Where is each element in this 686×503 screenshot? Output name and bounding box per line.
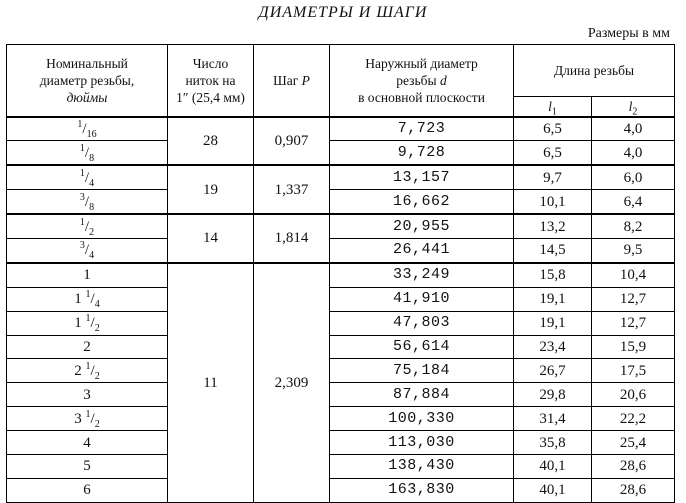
length-l2-cell: 15,9 [592, 335, 675, 359]
table-row [7, 454, 675, 478]
nominal-diameter-cell: 2 $^1/_2$ [7, 359, 168, 383]
header-pitch: Шаг P [254, 45, 330, 117]
length-l1-cell: 23,4 [514, 335, 592, 359]
table-row [7, 407, 675, 431]
outer-diameter-cell: 113,030 [330, 431, 514, 455]
length-l2-cell: 10,4 [592, 263, 675, 287]
outer-diameter-cell: 47,803 [330, 311, 514, 335]
outer-diameter-cell: 75,184 [330, 359, 514, 383]
length-l2-cell: 9,5 [592, 238, 675, 262]
length-l2-cell: 25,4 [592, 431, 675, 455]
nominal-diameter-cell: 1 [7, 263, 168, 287]
outer-diameter-cell: 87,884 [330, 383, 514, 407]
length-l2-cell: 28,6 [592, 454, 675, 478]
units-note: Размеры в мм [587, 26, 670, 41]
length-l2-cell: 12,7 [592, 287, 675, 311]
threads-per-inch-cell: 14 [168, 214, 254, 263]
length-l1-cell: 10,1 [514, 190, 592, 214]
length-l2-cell: 22,2 [592, 407, 675, 431]
nominal-diameter-cell: $^1/_2$ [7, 214, 168, 238]
length-l2-cell: 20,6 [592, 383, 675, 407]
header-l1: $l_1$ [514, 97, 592, 117]
nominal-diameter-cell: $^3/_8$ [7, 190, 168, 214]
outer-diameter-cell: 7,723 [330, 117, 514, 141]
nominal-diameter-cell: 2 [7, 335, 168, 359]
nominal-diameter-cell: 3 [7, 383, 168, 407]
length-l1-cell: 29,8 [514, 383, 592, 407]
pitch-cell: 1,337 [254, 165, 330, 214]
pitch-cell: 0,907 [254, 117, 330, 166]
length-l1-cell: 26,7 [514, 359, 592, 383]
table-row [7, 383, 675, 407]
table-row [7, 165, 675, 189]
table-row [7, 335, 675, 359]
outer-diameter-cell: 16,662 [330, 190, 514, 214]
table-row [7, 359, 675, 383]
header-outer-diameter: Наружный диаметр резьбы d в основной плоскости [330, 45, 514, 117]
nominal-diameter-cell: $^1/_8$ [7, 141, 168, 165]
table-title: ДИАМЕТРЫ И ШАГИ [258, 4, 428, 21]
nominal-diameter-cell: 6 [7, 478, 168, 502]
length-l1-cell: 19,1 [514, 311, 592, 335]
threads-per-inch-cell: 11 [168, 263, 254, 502]
length-l2-cell: 12,7 [592, 311, 675, 335]
length-l1-cell: 19,1 [514, 287, 592, 311]
length-l1-cell: 40,1 [514, 454, 592, 478]
threads-table [6, 44, 675, 503]
outer-diameter-cell: 41,910 [330, 287, 514, 311]
table-row [7, 431, 675, 455]
table-row [7, 238, 675, 262]
nominal-diameter-cell: 3 $^1/_2$ [7, 407, 168, 431]
threads-per-inch-cell: 28 [168, 117, 254, 166]
threads-per-inch-cell: 19 [168, 165, 254, 214]
table-row [7, 311, 675, 335]
table-row [7, 117, 675, 141]
outer-diameter-cell: 100,330 [330, 407, 514, 431]
table-row [7, 287, 675, 311]
length-l1-cell: 35,8 [514, 431, 592, 455]
length-l1-cell: 13,2 [514, 214, 592, 238]
length-l2-cell: 4,0 [592, 117, 675, 141]
outer-diameter-cell: 26,441 [330, 238, 514, 262]
table-row [7, 141, 675, 165]
header-l2: $l_2$ [592, 97, 675, 117]
length-l2-cell: 17,5 [592, 359, 675, 383]
nominal-diameter-cell: 1 $^1/_2$ [7, 311, 168, 335]
length-l1-cell: 6,5 [514, 141, 592, 165]
outer-diameter-cell: 33,249 [330, 263, 514, 287]
pitch-cell: 1,814 [254, 214, 330, 263]
table-row [7, 263, 675, 287]
nominal-diameter-cell: 1 $^1/_4$ [7, 287, 168, 311]
length-l2-cell: 6,0 [592, 165, 675, 189]
nominal-diameter-cell: 4 [7, 431, 168, 455]
outer-diameter-cell: 9,728 [330, 141, 514, 165]
length-l2-cell: 4,0 [592, 141, 675, 165]
outer-diameter-cell: 56,614 [330, 335, 514, 359]
header-thread-length: Длина резьбы [514, 45, 675, 97]
nominal-diameter-cell: $^3/_4$ [7, 238, 168, 262]
header-threads-per-inch: Число ниток на 1″ (25,4 мм) [168, 45, 254, 117]
length-l1-cell: 31,4 [514, 407, 592, 431]
length-l1-cell: 40,1 [514, 478, 592, 502]
outer-diameter-cell: 138,430 [330, 454, 514, 478]
nominal-diameter-cell: $^1/_{16}$ [7, 117, 168, 141]
table-row [7, 214, 675, 238]
nominal-diameter-cell: $^1/_4$ [7, 165, 168, 189]
length-l1-cell: 15,8 [514, 263, 592, 287]
length-l1-cell: 9,7 [514, 165, 592, 189]
length-l2-cell: 6,4 [592, 190, 675, 214]
pitch-cell: 2,309 [254, 263, 330, 502]
outer-diameter-cell: 163,830 [330, 478, 514, 502]
nominal-diameter-cell: 5 [7, 454, 168, 478]
outer-diameter-cell: 20,955 [330, 214, 514, 238]
header-nominal-diameter: Номинальный диаметр резьбы, дюймы [7, 45, 168, 117]
table-row [7, 190, 675, 214]
length-l1-cell: 14,5 [514, 238, 592, 262]
length-l2-cell: 8,2 [592, 214, 675, 238]
length-l1-cell: 6,5 [514, 117, 592, 141]
table-body [7, 117, 675, 503]
table-row [7, 478, 675, 502]
length-l2-cell: 28,6 [592, 478, 675, 502]
outer-diameter-cell: 13,157 [330, 165, 514, 189]
